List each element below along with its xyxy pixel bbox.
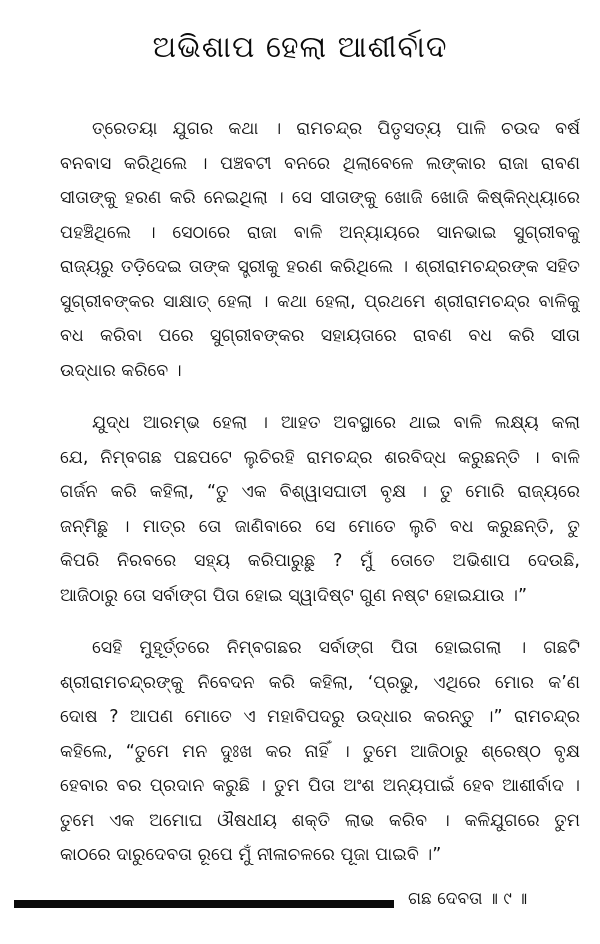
- text-line: ବନବାସ କରିଥିଲେ । ପଞ୍ଚବଟୀ ବନରେ ଥିଲାବେଳେ ଲଙ୍କାର ରାଜା ରାବଣ: [60, 153, 580, 174]
- text-line: ତ୍ରେତୟା ଯୁଗର କଥା । ରାମଚନ୍ଦ୍ର ପିତୃସତ୍ୟ ପାଳି ଚଉଦ ବର୍ଷ: [92, 119, 580, 139]
- text-line: ତୁମେ ଏକ ଅମୋଘ ଔଷଧୀୟ ଶକ୍ତି ଲାଭ କରିବ । କଳିଯୁଗରେ ତୁମ: [60, 810, 580, 831]
- page-title: ଅଭିଶାପ ହେଲା ଆଶୀର୍ବାଦ: [152, 30, 448, 65]
- text-line: ପହଞ୍ଚିଥିଲେ । ସେଠାରେ ରାଜା ବାଳି ଅନ୍ୟାୟରେ ସାନଭାଇ ସୁଗ୍ରୀବକୁ: [60, 222, 580, 243]
- footer-rule: [14, 900, 394, 908]
- text-line: କିପରି ନିରବରେ ସହ୍ୟ କରିପାରୁଛୁ ? ମୁଁ ତୋତେ ଅଭିଶାପ ଦେଉଛି,: [60, 551, 580, 571]
- running-footer: ଗଛ ଦେବତା ॥ ୯ ॥: [408, 889, 528, 909]
- text-line: ଦୋଷ ? ଆପଣ ମୋତେ ଏ ମହାବିପଦରୁ ଉଦ୍ଧାର କରନ୍ତୁ ।” ରାମଚନ୍ଦ୍ର: [60, 707, 580, 727]
- text-line: ଜନ୍ମିଛୁ । ମାତ୍ର ତୋ ଜାଣିବାରେ ସେ ମୋତେ ଲୁଚି ବଧ କରୁଛନ୍ତି, ତୁ: [60, 516, 580, 537]
- text-line: ସେହି ମୁହୂର୍ତ୍ତରେ ନିମ୍ବଗଛର ସର୍ବାଙ୍ଗ ପିତା ହୋଇଗଲା । ଗଛଟି: [92, 638, 580, 658]
- text-line: ଶ୍ରୀରାମଚନ୍ଦ୍ରଙ୍କୁ ନିବେଦନ କରି କହିଲା, ‘ପ୍ରଭୁ, ଏଥିରେ ମୋର କ’ଣ: [60, 672, 580, 693]
- text-line: ଉଦ୍ଧାର କରିବେ ।: [60, 360, 182, 381]
- text-line: କାଠରେ ଦାରୁଦେବତା ରୂପେ ମୁଁ ନୀଳାଚଳରେ ପୂଜା ପାଇବି ।”: [60, 845, 442, 865]
- text-line: ସୀତାଙ୍କୁ ହରଣ କରି ନେଇଥିଲା । ସେ ସୀତାଙ୍କୁ ଖୋଜି ଖୋଜି କିଷ୍କିନ୍ଧ୍ୟାରେ: [60, 188, 580, 208]
- text-line: ଗର୍ଜନ କରି କହିଲା, “ତୁ ଏକ ବିଶ୍ୱାସଘାତୀ ବୃକ୍ଷ । ତୁ ମୋରି ରାଜ୍ୟରେ: [60, 482, 580, 502]
- text-line: କହିଲେ, “ତୁମେ ମନ ଦୁଃଖ କର ନାହିଁ । ତୁମେ ଆଜିଠାରୁ ଶ୍ରେଷ୍ଠ ବୃକ୍ଷ: [60, 741, 580, 762]
- text-line: ଆଜିଠାରୁ ତୋ ସର୍ବାଙ୍ଗ ପିତା ହୋଇ ସ୍ୱାଦିଷ୍ଟ ଗୁଣ ନଷ୍ଟ ହୋଇଯାଉ ।”: [60, 585, 528, 606]
- story-text: [60, 112, 580, 891]
- paragraph-1: [60, 112, 580, 388]
- text-line: ସୁଗ୍ରୀବଙ୍କର ସାକ୍ଷାତ୍ ହେଲା । କଥା ହେଲା, ପ୍ରଥମେ ଶ୍ରୀରାମଚନ୍ଦ୍ର ବାଳିକୁ: [60, 291, 580, 312]
- text-line: ରାଜ୍ୟରୁ ତଡ଼ିଦେଇ ତାଙ୍କ ସ୍ତ୍ରୀକୁ ହରଣ କରିଥିଲେ । ଶ୍ରୀରାମଚନ୍ଦ୍ରଙ୍କ ସହିତ: [60, 257, 580, 277]
- paragraph-3: [60, 631, 580, 873]
- text-line: ହେବାର ବର ପ୍ରଦାନ କରୁଛି । ତୁମ ପିତା ଅଂଶ ଅନ୍ୟପାଇଁ ହେବ ଆଶୀର୍ବାଦ ।: [60, 776, 580, 796]
- paragraph-2: [60, 406, 580, 613]
- text-line: ବଧ କରିବା ପରେ ସୁଗ୍ରୀବଙ୍କର ସହାୟତାରେ ରାବଣ ବଧ କରି ସୀତା: [60, 326, 580, 346]
- text-line: ଯୁଦ୍ଧ ଆରମ୍ଭ ହେଲା । ଆହତ ଅବସ୍ଥାରେ ଥାଇ ବାଳି ଲକ୍ଷ୍ୟ କଲା: [92, 413, 580, 433]
- text-line: ଯେ, ନିମ୍ବଗଛ ପଛପଟେ ଲୁଚିରହି ରାମଚନ୍ଦ୍ର ଶରବିଦ୍ଧ କରୁଛନ୍ତି । ବାଳି: [60, 447, 580, 468]
